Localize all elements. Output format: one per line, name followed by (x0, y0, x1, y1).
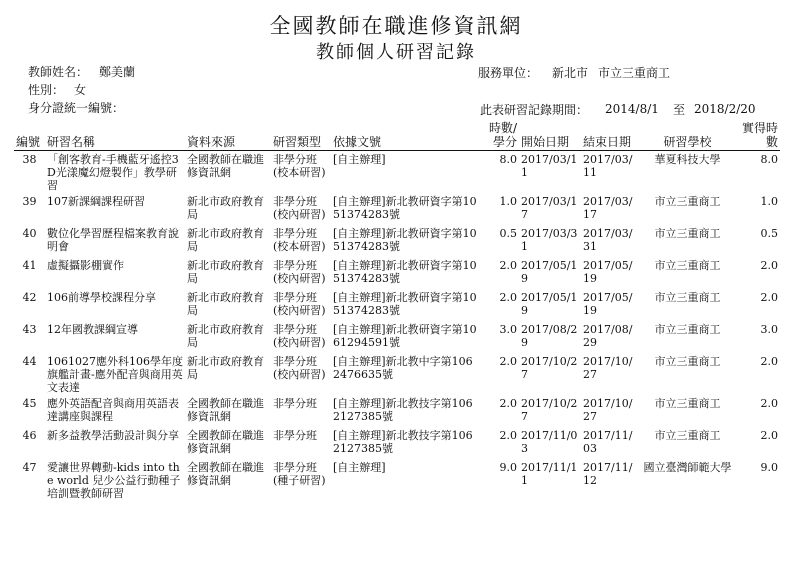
training-name: 應外英語配音與商用英語表達講座與課程 (47, 397, 179, 423)
col-header-name: 研習名稱 (47, 135, 96, 149)
service-unit-school: 市立三重商工 (598, 66, 671, 80)
actual-hours: 9.0 (760, 461, 778, 474)
training-type: 非學分班(校內研習) (273, 291, 326, 317)
actual-hours: 3.0 (760, 323, 778, 336)
training-name: 新多益教學活動設計與分享 (47, 429, 179, 442)
id-number-label: 身分證統一編號： (28, 101, 125, 115)
actual-hours: 2.0 (760, 397, 778, 410)
teacher-name-label: 教師姓名： (28, 65, 89, 79)
actual-hours: 0.5 (760, 227, 778, 240)
gender-label: 性別： (28, 83, 65, 97)
training-school: 市立三重商工 (654, 291, 721, 304)
row-number: 46 (22, 429, 37, 442)
data-source: 新北市政府教育局 (187, 195, 264, 221)
training-type: 非學分班(校本研習) (273, 227, 326, 253)
service-unit-label: 服務單位： (478, 66, 539, 80)
data-source: 全國教師在職進修資訊網 (187, 429, 264, 455)
training-type: 非學分班(校本研習) (273, 153, 326, 179)
hours-credits: 8.0 (499, 153, 517, 166)
training-school: 市立三重商工 (654, 355, 721, 368)
data-source: 新北市政府教育局 (187, 259, 264, 285)
row-number: 40 (22, 227, 37, 240)
actual-hours: 2.0 (760, 291, 778, 304)
reference-doc: [自主辦理]新北教研資字第1051374283號 (333, 259, 477, 285)
record-period-label: 此表研習記錄期間： (480, 103, 589, 117)
col-header-hours: 時數/學分 (488, 121, 517, 149)
end-date: 2017/10/27 (583, 397, 633, 423)
actual-hours: 2.0 (760, 259, 778, 272)
reference-doc: [自主辦理]新北教技字第1062127385號 (333, 397, 473, 423)
table-row (14, 353, 780, 395)
training-name: 「創客教育-手機藍牙遙控3D光漾魔幻燈製作」教學研習 (47, 153, 179, 192)
col-header-start: 開始日期 (521, 135, 570, 149)
training-name: 愛讓世界轉動-kids into the world 兒少公益行動種子培訓暨教師研習 (47, 461, 181, 500)
table-row (14, 427, 780, 459)
table-row (14, 321, 780, 353)
training-school: 市立三重商工 (654, 259, 721, 272)
data-source: 新北市政府教育局 (187, 227, 264, 253)
end-date: 2017/03/11 (583, 153, 633, 179)
col-header-no: 編號 (16, 135, 41, 149)
row-number: 42 (22, 291, 37, 304)
data-source: 全國教師在職進修資訊網 (187, 461, 264, 487)
table-row (14, 459, 780, 501)
col-header-type: 研習類型 (273, 135, 322, 149)
training-name: 106前導學校課程分享 (47, 291, 156, 304)
start-date: 2017/03/17 (521, 195, 578, 221)
start-date: 2017/11/11 (521, 461, 578, 487)
end-date: 2017/11/03 (583, 429, 633, 455)
data-source: 新北市政府教育局 (187, 355, 264, 381)
training-type: 非學分班(校內研習) (273, 195, 326, 221)
training-type: 非學分班 (273, 429, 317, 442)
hours-credits: 1.0 (499, 195, 517, 208)
col-header-actual: 實得時數 (741, 121, 778, 149)
row-number: 38 (22, 153, 37, 166)
hours-credits: 2.0 (499, 355, 517, 368)
table-row (14, 289, 780, 321)
end-date: 2017/03/17 (583, 195, 633, 221)
hours-credits: 2.0 (499, 397, 517, 410)
col-header-end: 結束日期 (583, 135, 632, 149)
col-header-doc: 依據文號 (333, 135, 382, 149)
page-title: 全國教師在職進修資訊網 (269, 14, 523, 38)
reference-doc: [自主辦理]新北教研資字第1061294591號 (333, 323, 477, 349)
actual-hours: 1.0 (760, 195, 778, 208)
training-name: 1061027應外科106學年度旗艦計畫-應外配音與商用英文表達 (47, 355, 183, 394)
start-date: 2017/03/31 (521, 227, 578, 253)
training-school: 市立三重商工 (654, 323, 721, 336)
reference-doc: [自主辦理]新北教研資字第1051374283號 (333, 227, 477, 253)
training-type: 非學分班(校內研習) (273, 323, 326, 349)
record-period-end: 2018/2/20 (694, 102, 756, 116)
reference-doc: [自主辦理]新北教研資字第1051374283號 (333, 195, 477, 221)
row-number: 47 (22, 461, 37, 474)
row-number: 44 (22, 355, 37, 368)
hours-credits: 2.0 (499, 429, 517, 442)
start-date: 2017/08/29 (521, 323, 578, 349)
training-type: 非學分班(校內研習) (273, 355, 326, 381)
col-header-school: 研習學校 (663, 135, 712, 149)
end-date: 2017/03/31 (583, 227, 633, 253)
reference-doc: [自主辦理] (333, 153, 386, 166)
training-school: 市立三重商工 (654, 227, 721, 240)
training-type: 非學分班(種子研習) (273, 461, 326, 487)
training-school: 市立三重商工 (654, 397, 721, 410)
training-type: 非學分班 (273, 397, 317, 410)
table-header-row (14, 121, 780, 151)
end-date: 2017/05/19 (583, 291, 633, 317)
table-row (14, 151, 780, 194)
col-header-source: 資料來源 (187, 135, 236, 149)
hours-credits: 2.0 (499, 291, 517, 304)
start-date: 2017/11/03 (521, 429, 578, 455)
row-number: 41 (22, 259, 37, 272)
service-unit-city: 新北市 (552, 66, 589, 80)
record-period-to: 至 (673, 103, 686, 117)
actual-hours: 8.0 (760, 153, 778, 166)
gender-value: 女 (74, 83, 87, 97)
record-period-start: 2014/8/1 (605, 102, 659, 116)
hours-credits: 2.0 (499, 259, 517, 272)
actual-hours: 2.0 (760, 429, 778, 442)
data-source: 新北市政府教育局 (187, 323, 264, 349)
row-number: 43 (22, 323, 37, 336)
training-name: 12年國教課綱宣導 (47, 323, 138, 336)
start-date: 2017/10/27 (521, 355, 578, 381)
training-record-table (14, 121, 780, 501)
row-number: 45 (22, 397, 37, 410)
table-row (14, 225, 780, 257)
training-school: 市立三重商工 (654, 195, 721, 208)
end-date: 2017/11/12 (583, 461, 633, 487)
reference-doc: [自主辦理]新北教研資字第1051374283號 (333, 291, 477, 317)
training-school: 市立三重商工 (654, 429, 721, 442)
hours-credits: 9.0 (499, 461, 517, 474)
hours-credits: 3.0 (499, 323, 517, 336)
page-subtitle: 教師個人研習記錄 (316, 42, 476, 63)
hours-credits: 0.5 (499, 227, 517, 240)
training-name: 虛擬攝影棚實作 (47, 259, 124, 272)
teacher-name-value: 鄭美蘭 (99, 65, 136, 79)
data-source: 新北市政府教育局 (187, 291, 264, 317)
actual-hours: 2.0 (760, 355, 778, 368)
end-date: 2017/08/29 (583, 323, 633, 349)
training-school: 華夏科技大學 (654, 153, 721, 166)
training-name: 數位化學習歷程檔案教育說明會 (47, 227, 179, 253)
row-number: 39 (22, 195, 37, 208)
reference-doc: [自主辦理]新北教中字第1062476635號 (333, 355, 473, 381)
training-type: 非學分班(校內研習) (273, 259, 326, 285)
start-date: 2017/10/27 (521, 397, 578, 423)
table-row (14, 257, 780, 289)
reference-doc: [自主辦理] (333, 461, 386, 474)
start-date: 2017/05/19 (521, 259, 578, 285)
table-row (14, 395, 780, 427)
end-date: 2017/10/27 (583, 355, 633, 381)
end-date: 2017/05/19 (583, 259, 633, 285)
data-source: 全國教師在職進修資訊網 (187, 397, 264, 423)
data-source: 全國教師在職進修資訊網 (187, 153, 264, 179)
start-date: 2017/03/11 (521, 153, 578, 179)
training-school: 國立臺灣師範大學 (643, 461, 732, 474)
reference-doc: [自主辦理]新北教技字第1062127385號 (333, 429, 473, 455)
table-row (14, 193, 780, 225)
training-name: 107新課綱課程研習 (47, 195, 145, 208)
start-date: 2017/05/19 (521, 291, 578, 317)
